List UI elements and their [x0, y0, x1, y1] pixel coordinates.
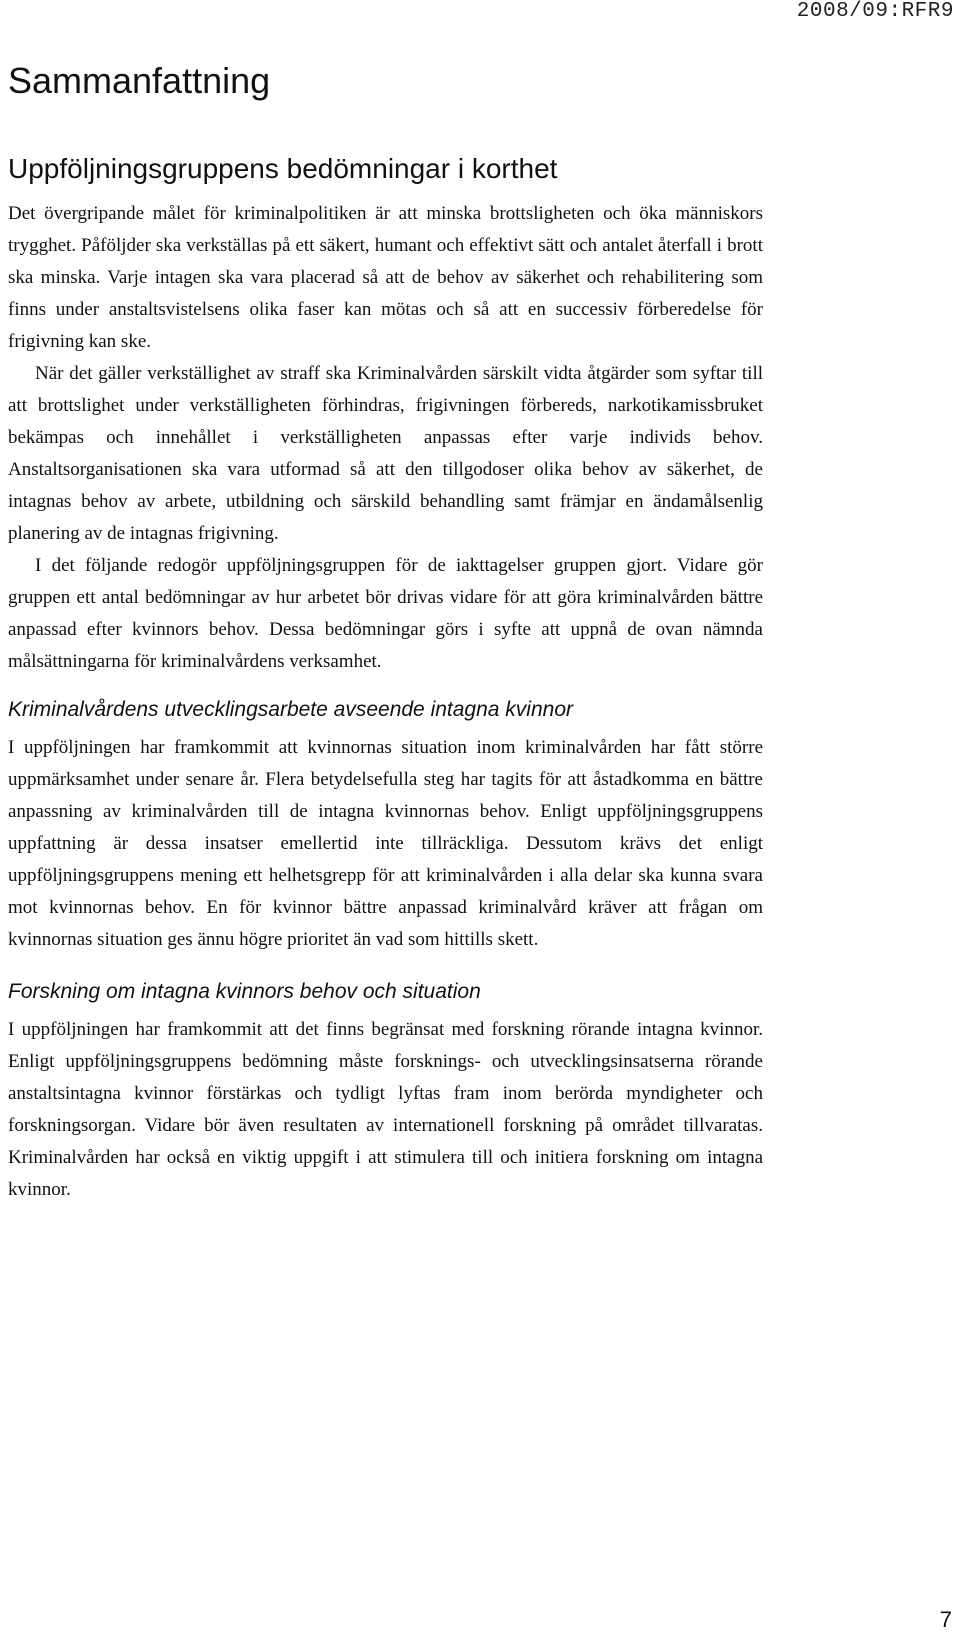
paragraph-development: I uppföljningen har framkommit att kvinnornas situation inom kriminalvården har fått större uppmärksamhet under senare år. Flera betydelsefulla steg har tagits för att åstadkomma en bättre anpassning av kriminalvården till de intagna kvinnornas behov. Enligt uppföljningsgruppens uppfattning är dessa insatser emellertid inte tillräckliga. Dessutom krävs det enligt uppföljningsgruppens mening ett helhetsgrepp för att kriminalvården i alla delar ska kunna svara mot kvinnornas behov. En för kvinnor bättre anpassad kriminalvård kräver att frågan om kvinnornas situation ges ännu högre prioritet än vad som hittills skett.: [8, 737, 763, 950]
subheading-research: Forskning om intagna kvinnors behov och situation: [8, 980, 481, 1003]
paragraph-enforcement: När det gäller verkställighet av straff ska Kriminalvården särskilt vidta åtgärder som syftar till att brottslighet under verkställigheten förhindras, frigivningen förbereds, narkotikamissbruket bekämpas och innehållet i verkställigheten anpassas efter varje individs behov. Anstaltsorganisationen ska vara utformad så att den tillgodoser olika behov av säkerhet, de intagnas behov av arbete, utbildning och särskild behandling samt främjar en ändamålsenlig planering av de intagnas frigivning.: [8, 363, 763, 544]
report-identifier: 2008/09:RFR9: [796, 0, 954, 23]
page-title: Sammanfattning: [8, 60, 271, 101]
paragraph-research: I uppföljningen har framkommit att det finns begränsat med forskning rörande intagna kvinnor. Enligt uppföljningsgruppens bedömning måste forsknings- och utvecklingsinsatserna rörande anstaltsintagna kvinnor förstärkas och tydligt lyftas fram inom berörda myndigheter och forskningsorgan. Vidare bör även resultaten av internationell forskning på området tillvaratas. Kriminalvården har också en viktig uppgift i att stimulera till och initiera forskning om intagna kvinnor.: [8, 1019, 763, 1200]
section-heading-main: Uppföljningsgruppens bedömningar i korthet: [8, 153, 558, 184]
subheading-development: Kriminalvårdens utvecklingsarbete avseende intagna kvinnor: [8, 698, 573, 721]
paragraph-assessments: I det följande redogör uppföljningsgruppen för de iakttagelser gruppen gjort. Vidare gör gruppen ett antal bedömningar av hur arbetet bör drivas vidare för att göra kriminalvården bättre anpassad efter kvinnors behov. Dessa bedömningar görs i syfte att uppnå de ovan nämnda målsättningarna för kriminalvårdens verksamhet.: [8, 555, 763, 672]
page-number: 7: [939, 1607, 952, 1632]
paragraph-goals: Det övergripande målet för kriminalpolitiken är att minska brottsligheten och öka människors trygghet. Påföljder ska verkställas på ett säkert, humant och effektivt sätt och antalet återfall i brott ska minska. Varje intagen ska vara placerad så att de behov av säkerhet och rehabilitering som finns under anstaltsvistelsens olika faser kan mötas och så att en successiv förberedelse för frigivning kan ske.: [8, 203, 763, 352]
document-body: [8, 152, 763, 1206]
